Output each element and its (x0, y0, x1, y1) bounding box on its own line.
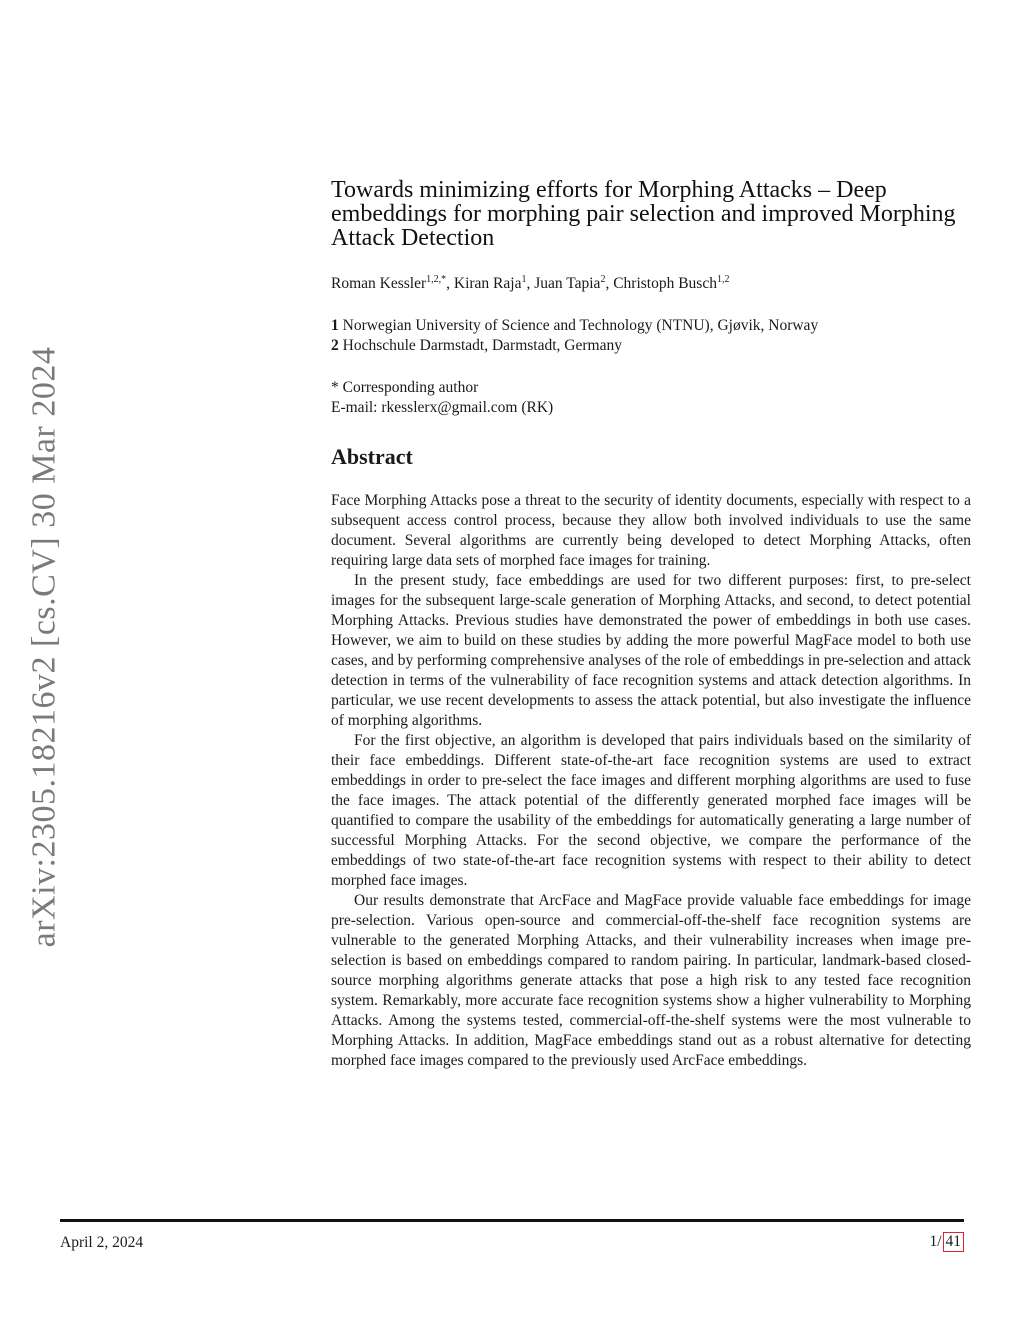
paper-title: Towards minimizing efforts for Morphing Attacks – Deep embeddings for morphing pair selection and improved Morphing Attack Detection (331, 177, 956, 251)
affiliation: 2 Hochschule Darmstadt, Darmstadt, Germany (331, 337, 622, 354)
abstract-paragraph: In the present study, face embeddings are used for two different purposes: first, to pre-select images for the subsequent large-scale generation of Morphing Attacks, and second, to detect potential Morphing Attacks. Previous studies have demonstrated the power of embeddings in both use cases. However, we aim to build on these studies by adding the more powerful MagFace model to both use cases, and by performing comprehensive analyses of the role of embeddings in pre-selection and attack detection in terms of the vulnerability of face recognition systems and attack detection algorithms. In particular, we use recent developments to assess the attack potential, but also investigate the influence of morphing algorithms. (331, 572, 972, 729)
page-total-link[interactable]: 41 (943, 1232, 965, 1252)
affiliation: 1 Norwegian University of Science and Technology (NTNU), Gjøvik, Norway (331, 317, 819, 334)
author-list (331, 274, 971, 294)
abstract-heading: Abstract (331, 444, 413, 469)
author: Christoph Busch$^{1,2}$ (613, 273, 730, 292)
abstract-paragraph: Our results demonstrate that ArcFace and MagFace provide valuable face embeddings for image pre-selection. Various open-source and commercial-off-the-shelf face recognition systems are vulnerable to the generated Morphing Attacks, and their vulnerability increases when image pre-selection is based on embeddings compared to random pairing. In particular, landmark-based closed-source morphing algorithms generate attacks that pose a high risk to any tested face recognition system. Remarkably, more accurate face recognition systems show a higher vulnerability to Morphing Attacks. Among the systems tested, commercial-off-the-shelf systems were the most vulnerable to Morphing Attacks. In addition, MagFace embeddings stand out as a robust alternative for detecting morphed face images compared to the previously used ArcFace embeddings. (331, 892, 971, 1069)
corresponding-author-note: * Corresponding author (331, 379, 479, 396)
footer-rule (60, 1219, 964, 1222)
abstract-body (331, 491, 971, 1071)
page-current: 1/ (929, 1233, 942, 1250)
contact-info (331, 378, 971, 418)
affiliations (331, 316, 971, 356)
page-number (929, 1232, 964, 1252)
abstract-paragraph: Face Morphing Attacks pose a threat to the security of identity documents, especially with respect to a subsequent access control process, because they allow both involved individuals to use the same document. Several algorithms are currently being developed to detect Morphing Attacks, often requiring large data sets of morphed face images for training. (331, 492, 971, 569)
arxiv-identifier: arXiv:2305.18216v2 [cs.CV] 30 Mar 2024 (25, 346, 63, 948)
author: Kiran Raja$^1$, (453, 273, 535, 292)
author: Juan Tapia$^2$, (534, 273, 614, 292)
abstract-paragraph: For the first objective, an algorithm is developed that pairs individuals based on the similarity of their face embeddings. Different state-of-the-art face recognition systems are used to extract embeddings in order to pre-select the face images and different morphing algorithms are used to fuse the face images. The attack potential of the differently generated morphed face images will be quantified to compare the usability of the embeddings for automatically generating a large number of successful Morphing Attacks. For the second objective, we compare the performance of the embeddings of two state-of-the-art face recognition systems with respect to their ability to detect morphed face images. (331, 732, 971, 889)
email-line: E-mail: rkesslerx@gmail.com (RK) (331, 399, 554, 416)
author: Roman Kessler$^{1,2,*}$, (331, 273, 454, 292)
arxiv-side-stamp (22, 346, 66, 948)
paper-front-matter (331, 178, 971, 1071)
footer-date: April 2, 2024 (60, 1234, 144, 1251)
